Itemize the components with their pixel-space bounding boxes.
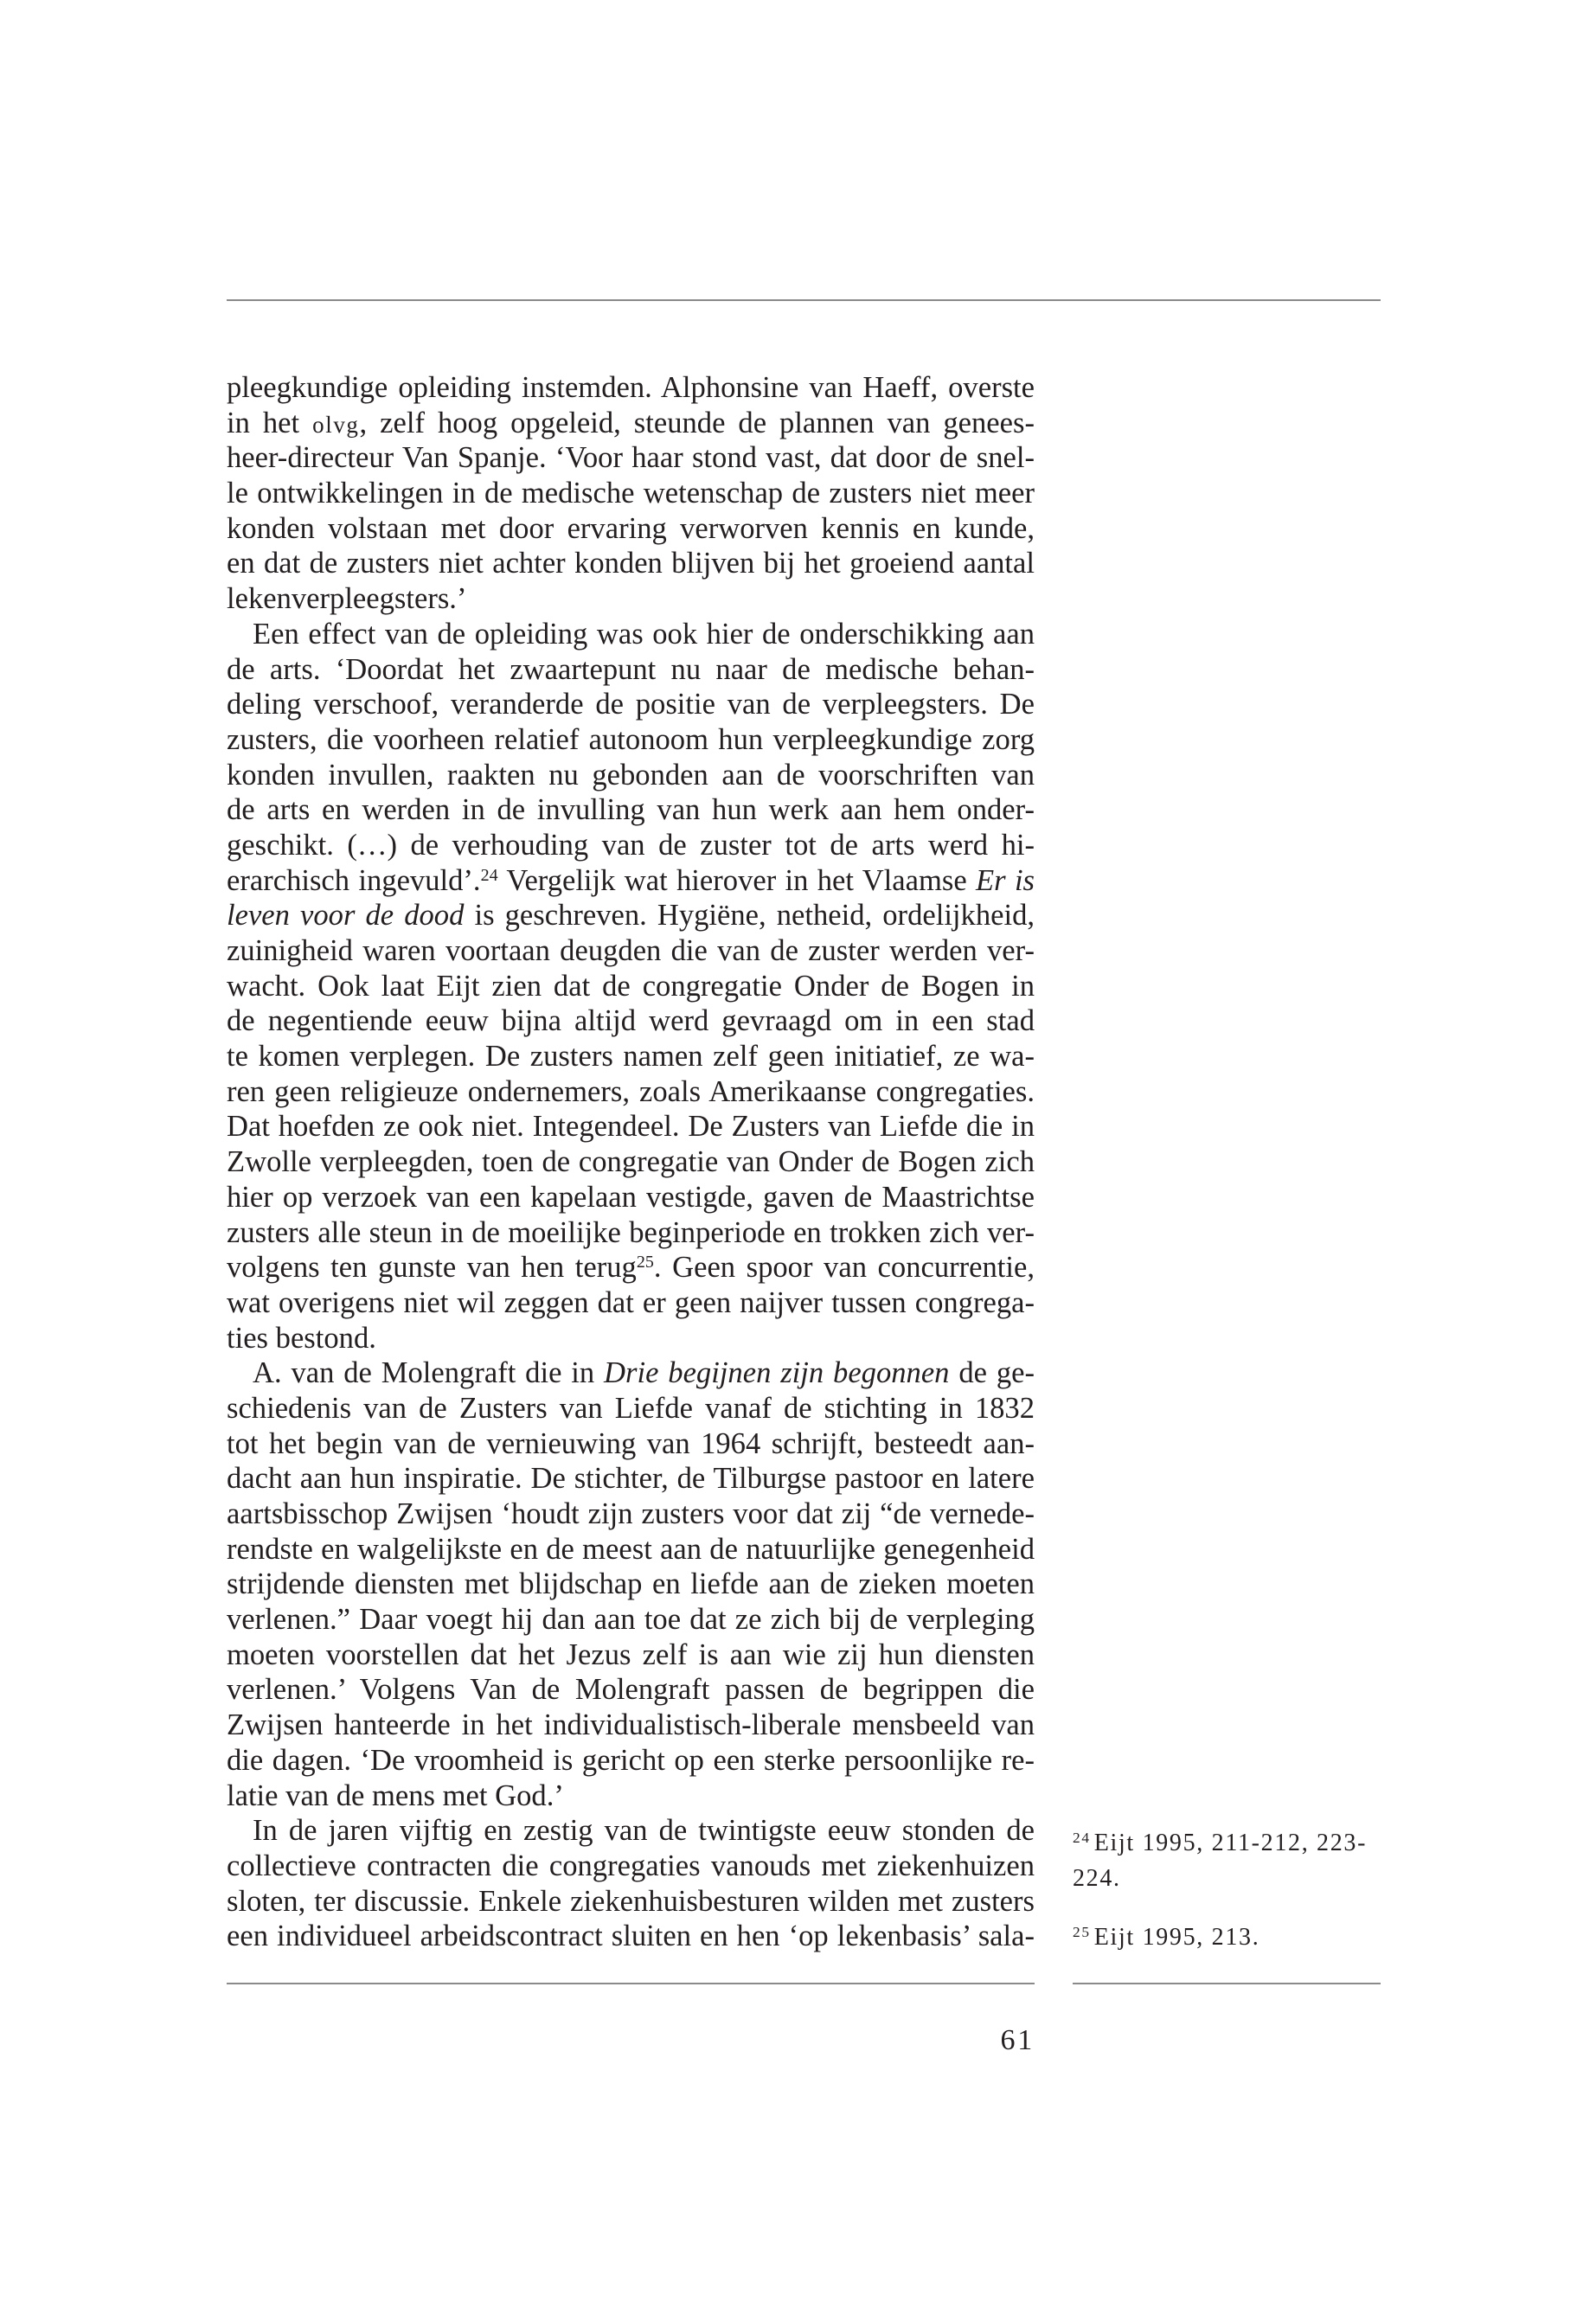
text-line: verlenen.’ Volgens Van de Molengraft passen de begrippen die [227, 1673, 1035, 1707]
text-line: konden volstaan met door ervaring verworven kennis en kunde, [227, 511, 1035, 545]
footnote-ref-25[interactable]: 25 [636, 1253, 654, 1272]
footer-rule-notes [1073, 1983, 1381, 1984]
text-line: wacht. Ook laat Eijt zien dat de congregatie Onder de Bogen in [227, 969, 1035, 1003]
text-line: le ontwikkelingen in de medische wetenschap de zusters niet meer [227, 477, 1035, 510]
footnotes-margin [1073, 1827, 1381, 1957]
text-line: collectieve contracten die congregaties vanouds met ziekenhuizen [227, 1849, 1035, 1882]
text-line: A. van de Molengraft die in Drie begijnen zijn begonnen de ge- [253, 1356, 1035, 1390]
text-line: geschikt. (…) de verhouding van de zuster tot de arts werd hi- [227, 828, 1035, 862]
text-line: leven voor de dood is geschreven. Hygiëne, netheid, ordelijkheid, [227, 899, 1035, 933]
text-line: in het olvg, zelf hoog opgeleid, steunde de plannen van genees- [227, 406, 1035, 439]
text-line: ties bestond. [227, 1321, 376, 1355]
text-line: zuinigheid waren voortaan deugden die van de zuster werden ver- [227, 934, 1035, 967]
text-line: moeten voorstellen dat het Jezus zelf is aan wie zij hun diensten [227, 1638, 1035, 1671]
main-text-column [227, 370, 1035, 1954]
text-line: wat overigens niet wil zeggen dat er geen naijver tussen congrega- [227, 1285, 1035, 1319]
footnote-number: 24 [1073, 1830, 1091, 1847]
text-line: een individueel arbeidscontract sluiten en hen ‘op lekenbasis’ sala- [227, 1920, 1035, 1953]
text-line: ren geen religieuze ondernemers, zoals Amerikaanse congregaties. [227, 1074, 1035, 1108]
text-line: strijdende diensten met blijdschap en liefde aan de zieken moeten [227, 1567, 1035, 1601]
footnote-24 [1073, 1827, 1381, 1895]
text-line: erarchisch ingevuld’.$^{24}$ Vergelijk wat hierover in het Vlaamse Er is [227, 863, 1035, 897]
text-line: sloten, ter discussie. Enkele ziekenhuisbesturen wilden met zusters [227, 1884, 1035, 1918]
text-line: konden invullen, raakten nu gebonden aan de voorschriften van [227, 758, 1035, 792]
text-line: pleegkundige opleiding instemden. Alphonsine van Haeff, overste [227, 371, 1035, 404]
text-line: Zwolle verpleegden, toen de congregatie van Onder de Bogen zich [227, 1145, 1035, 1179]
text-line: rendste en walgelijkste en de meest aan de natuurlijke genegenheid [227, 1532, 1035, 1566]
text-line: zusters alle steun in de moeilijke beginperiode en trokken zich ver- [227, 1215, 1035, 1249]
footnote-text: Eijt 1995, 213. [1093, 1924, 1260, 1951]
text-line: hier op verzoek van een kapelaan vestigde, gaven de Maastrichtse [227, 1180, 1035, 1214]
footnote-ref-24[interactable]: 24 [480, 865, 498, 885]
text-line: heer-directeur Van Spanje. ‘Voor haar stond vast, dat door de snel- [227, 441, 1035, 475]
text-line: Zwijsen hanteerde in het individualistisch-liberale mensbeeld van [227, 1708, 1035, 1742]
text-line: schiedenis van de Zusters van Liefde vanaf de stichting in 1832 [227, 1391, 1035, 1425]
text-line: de negentiende eeuw bijna altijd werd gevraagd om in een stad [227, 1004, 1035, 1038]
text-line: volgens ten gunste van hen terug$^{25}$. Geen spoor van concurrentie, [227, 1251, 1035, 1285]
text-line: zusters, die voorheen relatief autonoom hun verpleegkundige zorg [227, 722, 1035, 756]
text-line: de arts. ‘Doordat het zwaartepunt nu naar de medische behan- [227, 652, 1035, 686]
text-line: deling verschoof, veranderde de positie van de verpleegsters. De [227, 688, 1035, 721]
text-line: dacht aan hun inspiratie. De stichter, de Tilburgse pastoor en latere [227, 1462, 1035, 1496]
header-rule [227, 299, 1381, 301]
text-line: tot het begin van de vernieuwing van 1964 schrijft, besteedt aan- [227, 1426, 1035, 1460]
text-line: aartsbisschop Zwijsen ‘houdt zijn zusters voor dat zij “de vernede- [227, 1497, 1035, 1530]
text-line: In de jaren vijftig en zestig van de twintigste eeuw stonden de [253, 1814, 1035, 1848]
footer-rule-main [227, 1983, 1035, 1984]
text-line: verlenen.” Daar voegt hij dan aan toe dat ze zich bij de verpleging [227, 1603, 1035, 1637]
text-line: te komen verplegen. De zusters namen zelf geen initiatief, ze wa- [227, 1040, 1035, 1074]
abbreviation-olvg: olvg [312, 411, 360, 438]
text-line: latie van de mens met God.’ [227, 1779, 564, 1812]
footnote-25 [1073, 1921, 1381, 1957]
text-line: de arts en werden in de invulling van hun werk aan hem onder- [227, 793, 1035, 827]
text-line: lekenverpleegsters.’ [227, 582, 467, 616]
footnote-number: 25 [1073, 1924, 1091, 1941]
footnote-text: 224. [1073, 1865, 1121, 1892]
text-line: Dat hoefden ze ook niet. Integendeel. De Zusters van Liefde die in [227, 1110, 1035, 1144]
text-line: Een effect van de opleiding was ook hier de onderschikking aan [253, 617, 1035, 651]
page-number: 61 [1000, 2024, 1035, 2056]
footnote-text: Eijt 1995, 211-212, 223- [1093, 1830, 1368, 1856]
text-line: en dat de zusters niet achter konden blijven bij het groeiend aantal [227, 547, 1035, 580]
text-line: die dagen. ‘De vroomheid is gericht op een sterke persoonlijke re- [227, 1743, 1035, 1777]
